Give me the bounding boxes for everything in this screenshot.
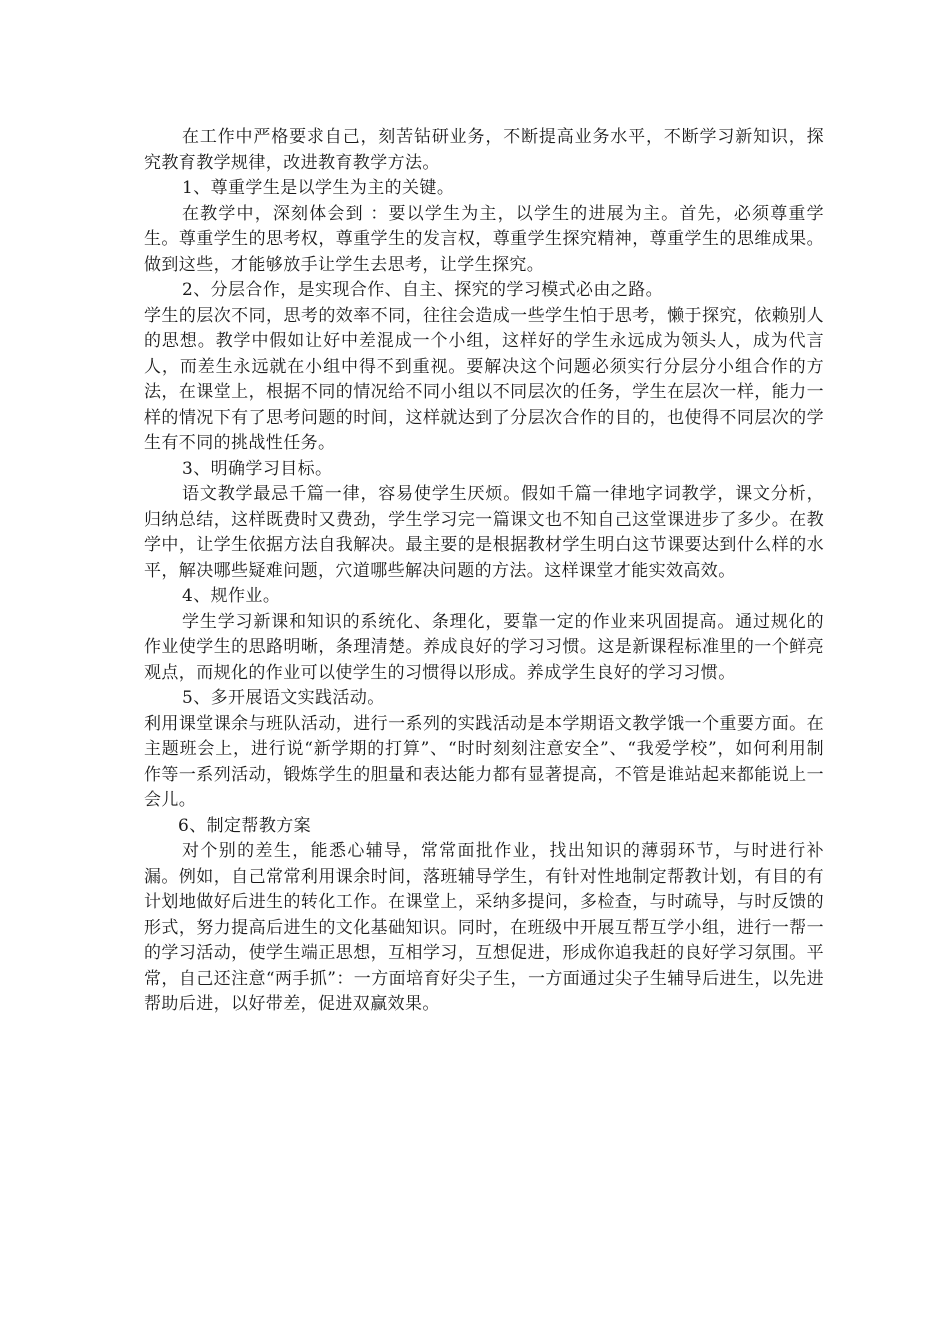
heading-learning-goals: 3、明确学习目标。 [182,458,333,479]
document-body [144,125,824,1018]
heading-respect-students: 1、尊重学生是以学生为主的关键。 [182,178,455,198]
paragraph-homework: 学生学习新课和知识的系统化、条理化，要靠一定的作业来巩固提高。通过规化的作业使学生的思路明晰，条理清楚。养成良好的学习习惯。这是新课程标准里的一个鲜亮观点，而规化的作业可以使学生的习惯得以形成。养成学生良好的学习习惯。 [144,611,824,683]
heading-tutoring-plan: 6、制定帮教方案 [178,815,312,836]
paragraph-learning-goals: 语文教学最忌千篇一律，容易使学生厌烦。假如千篇一律地字词教学，课文分析，归纳总结，这样既费时又费劲，学生学习完一篇课文也不知自己这堂课进步了多少。在教学中，让学生依据方法自我解决。最主要的是根据教材学生明白这节课要达到什么样的水平，解决哪些疑难问题，穴道哪些解决问题的方法。这样课堂才能实效高效。 [144,484,824,581]
paragraph-tutoring-plan: 对个别的差生，能悉心辅导，常常面批作业，找出知识的薄弱环节，与时进行补漏。例如，自己常常利用课余时间，落班辅导学生，有针对性地制定帮教计划，有目的有计划地做好后进生的转化工作。在课堂上，采纳多提问，多检查，与时疏导，与时反馈的形式，努力提高后进生的文化基础知识。同时，在班级中开展互帮互学小组，进行一帮一的学习活动，使学生端正思想，互相学习，互想促进，形成你追我赶的良好学习氛围。平常，自己还注意“两手抓”：一方面培育好尖子生，一方面通过尖子生辅导后进生，以先进帮助后进，以好带差，促进双赢效果。 [144,841,824,1014]
paragraph-layered-cooperation: 学生的层次不同，思考的效率不同，往往会造成一些学生怕于思考，懒于探究，依赖别人的思想。教学中假如让好中差混成一个小组，这样好的学生永远成为领头人，成为代言人，而差生永远就在小组中得不到重视。要解决这个问题必须实行分层分小组合作的方法，在课堂上，根据不同的情况给不同小组以不同层次的任务，学生在层次一样，能力一样的情况下有了思考问题的时间，这样就达到了分层次合作的目的，也使得不同层次的学生有不同的挑战性任务。 [144,305,824,453]
paragraph-practice-activities: 利用课堂课余与班队活动，进行一系列的实践活动是本学期语文教学饿一个重要方面。在主题班会上，进行说“新学期的打算”、“时时刻刻注意安全”、“我爱学校”，如何利用制作等一系列活动，锻炼学生的胆量和表达能力都有显著提高，不管是谁站起来都能说上一会儿。 [144,713,824,810]
heading-homework: 4、规作业。 [182,586,281,606]
paragraph-intro: 在工作中严格要求自己，刻苦钻研业务，不断提高业务水平，不断学习新知识，探究教育教学规律，改进教育教学方法。 [144,127,824,173]
paragraph-respect-students: 在教学中，深刻体会到 ：要以学生为主，以学生的进展为主。首先，必须尊重学生。尊重学生的思考权，尊重学生的发言权，尊重学生探究精神，尊重学生的思维成果。做到这些，才能够放手让学生去思考，让学生探究。 [144,203,824,275]
heading-layered-cooperation: 2、分层合作，是实现合作、自主、探究的学习模式必由之路。 [182,280,664,300]
heading-practice-activities: 5、多开展语文实践活动。 [182,688,385,708]
